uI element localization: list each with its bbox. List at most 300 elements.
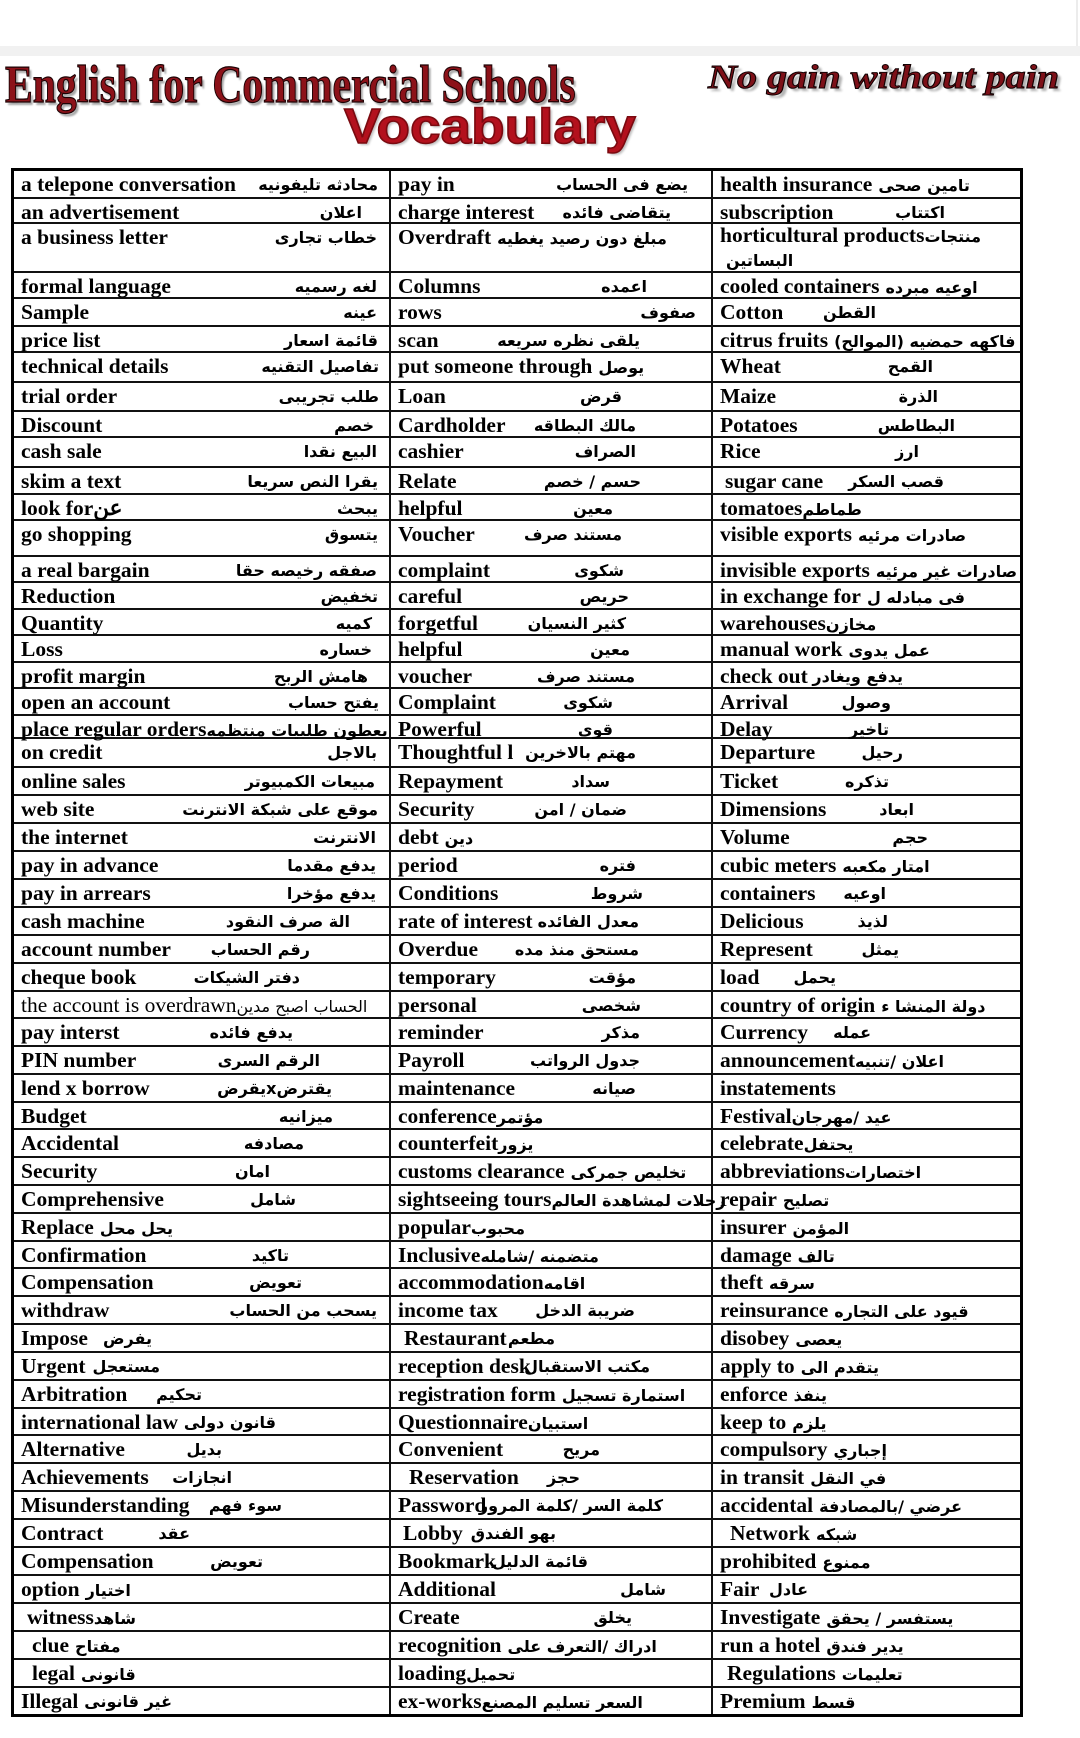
english-term: go shopping	[21, 522, 132, 546]
vocab-cell	[391, 1688, 713, 1714]
vocab-cell	[713, 1242, 1016, 1267]
table-row	[14, 1688, 1020, 1714]
arabic-translation: لذيذ	[857, 912, 888, 931]
vocab-cell	[14, 908, 391, 934]
english-term: voucher	[398, 664, 473, 688]
table-row	[14, 171, 1020, 199]
vocab-cell	[713, 1325, 1016, 1351]
english-term: apply to	[720, 1354, 795, 1378]
vocab-cell	[713, 1604, 1016, 1630]
english-term: Security	[398, 797, 475, 821]
vocab-cell	[713, 468, 1016, 493]
vocab-cell	[713, 636, 1016, 661]
vocab-cell	[713, 1436, 1016, 1462]
english-term: pay in	[398, 172, 455, 196]
arabic-translation: يفرض	[103, 1329, 152, 1348]
arabic-translation: لغه رسميه	[294, 277, 377, 296]
arabic-translation: يخلق	[593, 1608, 632, 1627]
arabic-translation: يحل محل	[99, 1219, 173, 1238]
arabic-translation: شكوى	[563, 693, 613, 712]
vocab-cell	[391, 610, 713, 634]
table-row	[14, 412, 1020, 438]
english-term: Sample	[21, 300, 90, 324]
vocab-cell	[713, 768, 1016, 794]
english-term: legal	[32, 1661, 75, 1685]
vocab-cell	[713, 1130, 1016, 1156]
english-term: pay in arrears	[21, 881, 151, 905]
arabic-translation: يسحب من الحساب	[229, 1301, 377, 1320]
vocab-cell	[14, 1297, 391, 1323]
arabic-translation: استبيان	[527, 1414, 589, 1433]
vocab-cell	[391, 716, 713, 741]
arabic-translation: صادرات مرئيه	[857, 526, 967, 545]
english-term: the internet	[21, 825, 128, 849]
arabic-translation: عينه	[343, 303, 377, 322]
arabic-translation: كثير النسيان	[527, 614, 626, 633]
vocab-cell	[713, 992, 1016, 1017]
arabic-translation: ميزانيه	[278, 1107, 333, 1126]
english-term: Restaurant	[404, 1326, 507, 1350]
english-term: Overdraft	[398, 225, 492, 249]
english-term: Inclusive	[398, 1243, 481, 1267]
vocab-cell	[14, 1604, 391, 1630]
vocab-cell	[713, 908, 1016, 934]
english-term: Arbitration	[21, 1382, 128, 1406]
vocab-cell	[713, 739, 1016, 766]
english-term: place regular orders	[21, 717, 207, 741]
arabic-translation: دفتر الشيكات	[193, 968, 300, 987]
vocab-cell	[713, 1353, 1016, 1379]
vocab-cell	[391, 880, 713, 906]
table-row	[14, 583, 1020, 610]
table-row	[14, 1632, 1020, 1660]
table-row	[14, 880, 1020, 908]
english-term: lend x borrow	[21, 1076, 150, 1100]
english-term: visible exports	[720, 522, 852, 546]
english-term: Arrival	[720, 690, 789, 714]
vocab-cell	[14, 199, 391, 222]
english-term: counterfeit	[398, 1131, 499, 1155]
english-term: Payroll	[398, 1048, 465, 1072]
vocab-cell	[14, 583, 391, 608]
vocab-cell	[391, 1492, 713, 1518]
vocab-cell	[713, 1186, 1016, 1212]
english-term: helpful	[398, 637, 463, 661]
english-term: reminder	[398, 1020, 484, 1044]
english-term: witness	[27, 1605, 94, 1629]
vocab-cell	[391, 438, 713, 466]
vocab-cell	[14, 1158, 391, 1184]
arabic-translation: الصراف	[574, 442, 636, 461]
table-row	[14, 1520, 1020, 1548]
arabic-translation: ممنوع	[822, 1553, 871, 1572]
arabic-translation: اعلان /تنبيه	[854, 1052, 944, 1071]
vocab-cell	[713, 1103, 1016, 1128]
vocab-cell	[713, 299, 1016, 325]
english-term: formal language	[21, 274, 171, 298]
english-term: Compensation	[21, 1549, 154, 1573]
arabic-translation: تعليمات	[841, 1665, 903, 1684]
english-term: cheque book	[21, 965, 137, 989]
arabic-translation: شروط	[590, 884, 643, 903]
arabic-translation: إجباري	[833, 1441, 887, 1460]
vocab-cell	[391, 199, 713, 222]
english-term: Voucher	[398, 522, 475, 546]
english-term: accommodation	[398, 1270, 544, 1294]
vocab-cell	[391, 1214, 713, 1240]
vocab-cell	[14, 1075, 391, 1101]
arabic-translation: ابعاد	[879, 800, 914, 819]
english-term: Password	[398, 1493, 487, 1517]
vocab-cell	[14, 739, 391, 766]
arabic-translation: البطاطس	[877, 416, 955, 435]
arabic-translation: مطعم	[507, 1329, 555, 1348]
arabic-translation: بديل	[186, 1440, 222, 1459]
vocab-cell	[391, 224, 713, 271]
english-term: put someone through	[398, 354, 593, 378]
english-term: subscription	[720, 200, 834, 224]
arabic-translation: صفقه رخيصه حقا	[235, 561, 377, 580]
english-term: Misunderstanding	[21, 1493, 190, 1517]
arabic-translation: استمارة تسجيل	[561, 1386, 686, 1405]
english-term: a telepone conversation	[21, 172, 236, 196]
table-row	[14, 1130, 1020, 1158]
vocab-cell	[391, 1381, 713, 1407]
vocab-cell	[391, 412, 713, 436]
arabic-translation: عادل	[768, 1580, 808, 1599]
english-term: repair	[720, 1187, 777, 1211]
vocab-cell	[713, 1214, 1016, 1240]
arabic-translation: غير قانونى	[84, 1692, 172, 1711]
english-term: scan	[398, 328, 439, 352]
vocab-cell	[14, 495, 391, 519]
vocab-cell	[391, 1186, 726, 1212]
vocab-cell	[391, 171, 713, 197]
english-term: Quantity	[21, 611, 104, 635]
arabic-translation: رحيل	[861, 743, 903, 762]
english-term: sugar cane	[725, 469, 824, 493]
vocab-cell	[391, 1297, 713, 1323]
vocab-cell	[14, 1660, 391, 1686]
table-row	[14, 495, 1020, 521]
table-row	[14, 383, 1020, 412]
english-term: web site	[21, 797, 95, 821]
vocab-cell	[14, 1186, 391, 1212]
arabic-translation: شخصى	[581, 996, 641, 1015]
arabic-translation: قرض	[580, 387, 622, 406]
table-row	[14, 1019, 1020, 1047]
english-term: option	[21, 1577, 80, 1601]
english-term: cubic meters	[720, 853, 837, 877]
table-row	[14, 1325, 1020, 1353]
table-row	[14, 521, 1020, 557]
table-row	[14, 1297, 1020, 1325]
vocab-cell	[713, 383, 1016, 410]
english-term: Accidental	[21, 1131, 119, 1155]
english-term: Achievements	[21, 1465, 149, 1489]
arabic-translation: صفوف	[640, 303, 696, 322]
english-term: charge interest	[398, 200, 535, 224]
table-row	[14, 936, 1020, 964]
english-term: temporary	[398, 965, 496, 989]
arabic-translation: البيع نقدا	[303, 442, 377, 461]
english-term: run a hotel	[720, 1633, 821, 1657]
arabic-translation: قيود على التجاره	[834, 1302, 969, 1321]
vocab-cell	[391, 353, 713, 381]
table-row	[14, 273, 1020, 299]
arabic-translation: تذكره	[845, 772, 889, 791]
english-term: accidental	[720, 1493, 814, 1517]
vocab-cell	[391, 1660, 713, 1686]
english-term: Bookmark	[398, 1549, 496, 1573]
vocab-cell	[391, 964, 713, 990]
english-term: Conditions	[398, 881, 499, 905]
vocab-cell	[391, 1520, 713, 1546]
english-term: Festival	[720, 1104, 792, 1128]
arabic-translation: شكوى	[574, 561, 624, 580]
arabic-translation: قائمة الدليل	[491, 1552, 588, 1571]
english-term: profit margin	[21, 664, 146, 688]
vocab-cell	[14, 1381, 391, 1407]
english-term: account number	[21, 937, 171, 961]
arabic-translation: يتسوق	[324, 525, 378, 544]
arabic-translation: فاكهه حمضيه (الموالح)	[834, 332, 1016, 351]
english-term: on credit	[21, 740, 103, 764]
vocab-cell	[713, 1381, 1016, 1407]
english-term: warehouses	[720, 611, 826, 635]
english-term: Additional	[398, 1577, 496, 1601]
arabic-translation: تصليح	[782, 1191, 830, 1210]
english-term: Contract	[21, 1521, 104, 1545]
english-term: pay in advance	[21, 853, 159, 877]
arabic-translation: معين	[573, 499, 613, 518]
english-term: a business letter	[21, 225, 168, 249]
arabic-translation: رقم الحساب	[210, 940, 310, 959]
arabic-translation: هامش الربح	[273, 667, 368, 686]
vocab-cell	[713, 583, 1016, 608]
vocab-cell	[713, 557, 1016, 581]
vocab-cell	[14, 1019, 391, 1045]
page-top-edge	[0, 0, 1078, 46]
vocab-cell	[391, 992, 713, 1017]
arabic-translation: مخازن	[825, 615, 877, 634]
english-term: Investigate	[720, 1605, 821, 1629]
vocab-cell	[713, 716, 1016, 741]
vocab-cell	[391, 327, 713, 351]
table-row	[14, 1576, 1020, 1604]
english-term: maintenance	[398, 1076, 516, 1100]
vocab-cell	[14, 964, 391, 990]
english-term: forgetful	[398, 611, 478, 635]
arabic-translation: الذرة	[898, 387, 938, 406]
vocab-cell	[391, 299, 713, 325]
english-term: customs clearance	[398, 1159, 565, 1183]
arabic-translation: مستند صرف	[523, 525, 622, 544]
arabic-translation: شبكه	[816, 1525, 858, 1544]
english-term: Rice	[720, 439, 761, 463]
english-term: Urgent	[21, 1354, 86, 1378]
arabic-translation: قصب السكر	[848, 472, 944, 491]
arabic-translation: قسط	[811, 1693, 856, 1712]
arabic-translation: يعطون طلبيات منتظمه	[206, 721, 388, 740]
arabic-translation: صيانه	[592, 1079, 636, 1098]
english-term: Currency	[720, 1020, 808, 1044]
vocab-cell	[391, 1604, 713, 1630]
english-term: Discount	[21, 413, 103, 437]
arabic-translation: تفاصيل التقنيه	[261, 357, 379, 376]
arabic-translation: سداد	[571, 772, 610, 791]
arabic-translation: مبلغ دون رصيد يغطيه	[497, 229, 667, 248]
vocab-cell	[713, 199, 1016, 222]
vocab-cell	[14, 936, 391, 962]
arabic-translation: يستفسر / يحقق	[826, 1609, 954, 1628]
page-top-band	[0, 46, 1080, 56]
arabic-translation: يدفع فائده	[209, 1023, 293, 1042]
arabic-translation: جدول الرواتب	[530, 1051, 640, 1070]
arabic-translation: يقترضxيقرض	[217, 1079, 332, 1098]
vocab-cell	[391, 1576, 713, 1602]
vocab-cell	[713, 964, 1016, 990]
vocab-cell	[14, 768, 391, 794]
table-row	[14, 1269, 1020, 1297]
vocab-cell	[391, 936, 713, 962]
english-term: Alternative	[21, 1437, 125, 1461]
vocab-cell	[14, 992, 391, 1017]
vocab-cell	[14, 1520, 391, 1546]
english-term: price list	[21, 328, 101, 352]
english-term: income tax	[398, 1298, 498, 1322]
arabic-translation: موقع على شبكة الانترنت	[182, 800, 378, 819]
english-term: Maize	[720, 384, 777, 408]
table-row	[14, 1409, 1020, 1436]
arabic-translation: تعويض	[210, 1552, 263, 1571]
table-row	[14, 1381, 1020, 1409]
arabic-translation: يبحث	[336, 499, 378, 518]
table-row	[14, 1436, 1020, 1464]
english-term: technical details	[21, 354, 169, 378]
arabic-translation: مريح	[562, 1440, 600, 1459]
arabic-translation: امان	[234, 1162, 270, 1181]
english-term: Departure	[720, 740, 816, 764]
arabic-translation: اقامه	[543, 1274, 586, 1293]
english-term: enforce	[720, 1382, 788, 1406]
vocab-cell	[713, 224, 1016, 271]
arabic-translation: مؤقت	[588, 968, 636, 987]
english-term: celebrate	[720, 1131, 804, 1155]
vocab-cell	[391, 689, 713, 714]
arabic-translation: المؤمن	[792, 1219, 850, 1238]
arabic-translation: خطاب تجارى	[274, 228, 377, 247]
vocab-cell	[391, 495, 713, 519]
arabic-translation: تعويض	[249, 1273, 302, 1292]
vocab-cell	[14, 557, 391, 581]
vocab-cell	[391, 1548, 713, 1574]
arabic-translation: فتره	[599, 856, 636, 875]
vocab-cell	[391, 1242, 713, 1267]
arabic-translation: قانونى	[81, 1665, 136, 1684]
arabic-translation: اعلان	[319, 203, 362, 222]
english-term: Ticket	[720, 769, 779, 793]
arabic-translation: في النقل	[810, 1469, 887, 1488]
english-term: complaint	[398, 558, 490, 582]
table-row	[14, 1242, 1020, 1269]
arabic-translation: حريص	[579, 587, 629, 606]
vocab-cell	[14, 1214, 391, 1240]
arabic-translation: مستعجل	[92, 1357, 160, 1376]
arabic-translation: يوصل	[598, 358, 645, 377]
arabic-translation: الانترنت	[313, 828, 376, 847]
english-term: Relate	[398, 469, 457, 493]
arabic-translation: يلزم	[792, 1414, 827, 1433]
vocab-cell	[391, 1047, 713, 1073]
vocab-cell	[391, 1409, 713, 1434]
vocab-cell	[713, 171, 1016, 197]
vocab-cell	[14, 327, 391, 351]
english-term: reception desk	[398, 1354, 531, 1378]
vocab-cell	[14, 1464, 391, 1490]
arabic-translation: خساره	[319, 640, 372, 659]
arabic-translation: القطن	[823, 303, 876, 322]
vocab-cell	[713, 1548, 1016, 1574]
english-term: Volume	[720, 825, 790, 849]
english-term: Powerful	[398, 717, 482, 741]
vocab-cell	[391, 1464, 713, 1490]
english-term: Premium	[720, 1689, 806, 1713]
table-row	[14, 716, 1020, 739]
english-term: Confirmation	[21, 1243, 147, 1267]
english-term: popular	[398, 1215, 471, 1239]
arabic-translation: يعصى	[795, 1330, 843, 1349]
english-term: Cardholder	[398, 413, 506, 437]
english-term: disobey	[720, 1326, 790, 1350]
vocab-cell	[14, 852, 391, 878]
vocab-cell	[14, 1130, 391, 1156]
arabic-translation: مؤتمر	[496, 1108, 544, 1127]
arabic-translation: حسم / خصم	[543, 472, 641, 491]
english-term: reinsurance	[720, 1298, 829, 1322]
vocab-cell	[14, 880, 391, 906]
arabic-translation: القمح	[887, 357, 933, 376]
table-row	[14, 663, 1020, 689]
english-term: online sales	[21, 769, 126, 793]
english-term: Compensation	[21, 1270, 154, 1294]
english-term: Comprehensive	[21, 1187, 164, 1211]
arabic-translation: مصادفه	[243, 1134, 304, 1153]
english-term: Complaint	[398, 690, 496, 714]
arabic-translation: تاخير	[848, 720, 889, 739]
english-term: PIN number	[21, 1048, 137, 1072]
english-term: invisible exports	[720, 558, 870, 582]
table-row	[14, 1548, 1020, 1576]
table-row	[14, 992, 1020, 1019]
vocab-cell	[391, 1269, 713, 1295]
table-row	[14, 1660, 1020, 1688]
english-term: load	[720, 965, 760, 989]
arabic-translation: يحتفل	[803, 1135, 854, 1154]
english-term: trial order	[21, 384, 118, 408]
arabic-translation: يقرا النص سريعا	[247, 472, 378, 491]
page-subtitle: Vocabulary	[344, 100, 636, 154]
english-term: Thoughtful l	[398, 740, 514, 764]
vocab-cell	[391, 739, 713, 766]
english-term: Illegal	[21, 1689, 79, 1713]
vocab-cell	[14, 1436, 391, 1462]
english-term: in exchange for	[720, 584, 861, 608]
english-term: rows	[398, 300, 442, 324]
table-row	[14, 1075, 1020, 1103]
arabic-translation: اوعيه	[843, 884, 886, 903]
english-term: citrus fruits	[720, 328, 829, 352]
